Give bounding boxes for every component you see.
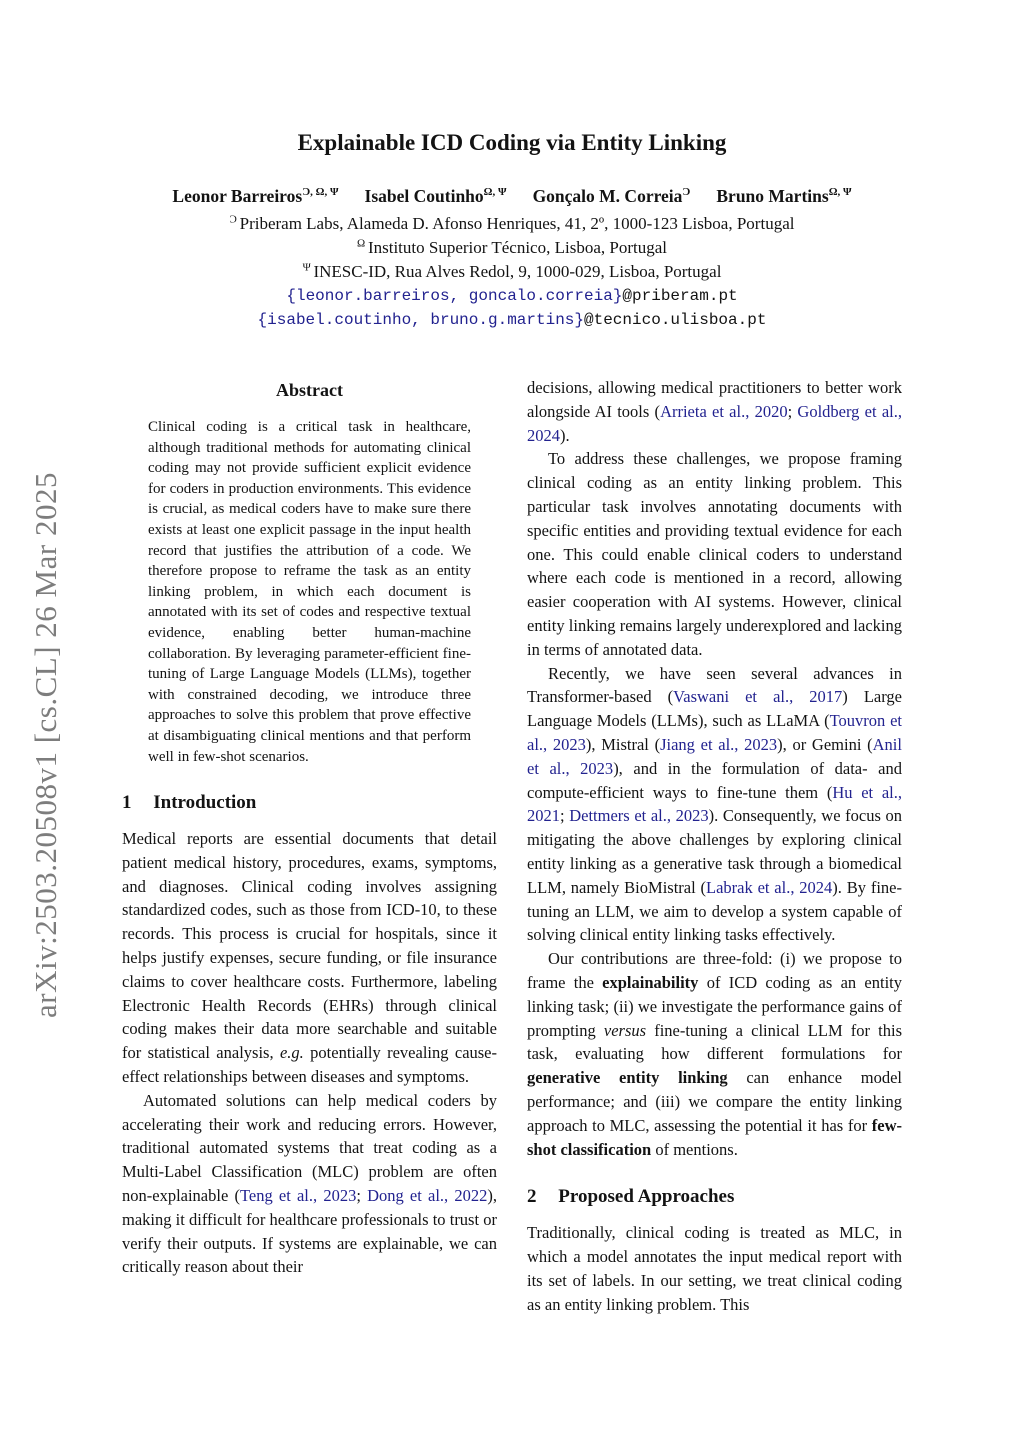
affiliation-line [0, 212, 1024, 236]
text-run: ) Large Language Models (LLMs), such as LLaMA ( [527, 687, 902, 731]
text-run: ), making it difficult for healthcare professionals to trust or verify their outputs. If systems are explainable, we can critically reason about their [122, 1186, 497, 1277]
intro-paragraph-3 [527, 447, 902, 661]
citation-link[interactable]: Teng et al., 2023 [239, 1186, 357, 1206]
right-column [527, 376, 902, 1316]
text-run: Recently, we have seen several advances in Transformer-based ( [527, 663, 902, 707]
text-run: Traditionally, clinical coding is treated as MLC, in which a model annotates the input medical report with its set of labels. In our setting, we treat clinical coding as an entity linking problem. This [527, 1223, 902, 1314]
author-affiliation-marks: Ɔ, Ω, Ψ [302, 186, 339, 199]
author-affiliation-marks: Ω, Ψ [483, 186, 507, 199]
citation-link[interactable]: Vaswani et al., 2017 [673, 687, 843, 707]
affiliation-mark: Ψ [302, 261, 314, 274]
affiliation-line [0, 260, 1024, 284]
section-heading-introduction [122, 792, 497, 814]
text-run: of ICD coding as an entity linking task; (ii) we investigate the performance gains of prompting [527, 972, 902, 1040]
citation-link[interactable]: Arrieta et al., 2020 [660, 401, 788, 421]
section-heading-proposed-approaches [527, 1186, 902, 1208]
bold-text: explainability [602, 972, 699, 992]
section-number: 1 [122, 792, 132, 814]
citation-link[interactable]: Labrak et al., 2024 [706, 877, 833, 897]
section-title: Introduction [153, 792, 257, 814]
author-name: Leonor Barreiros [172, 186, 303, 206]
author-name: Gonçalo M. Correia [532, 186, 683, 206]
citation-link[interactable]: Anil et al., 2023 [527, 734, 902, 778]
bold-text: generative entity linking [527, 1068, 728, 1088]
author [716, 186, 851, 206]
affiliation-text: Instituto Superior Técnico, Lisboa, Portugal [367, 238, 667, 257]
affiliations-block [0, 212, 1024, 284]
email-domain-part: @priberam.pt [622, 287, 738, 305]
citation-link[interactable]: Touvron et al., 2023 [527, 711, 902, 754]
affiliation-text: INESC-ID, Rua Alves Redol, 9, 1000-029, Lisboa, Portugal [313, 262, 722, 281]
text-run: ). By fine-tuning an LLM, we aim to develop a system capable of solving clinical entity linking tasks effectively. [527, 877, 902, 945]
text-run: Medical reports are essential documents that detail patient medical history, procedures, exams, symptoms, and diagnoses. Clinical coding involves assigning standardized codes, such as those from ICD-10, to these records. This process is crucial for hospitals, since it helps justify expenses, secure funding, or file insurance claims to cover healthcare costs. Furthermore, labeling Electronic Health Records (EHRs) through clinical coding makes their data more searchable and suitable for statistical analysis, [122, 829, 497, 1063]
affiliation-line [0, 236, 1024, 260]
text-run: Our contributions are three-fold: (i) we propose to frame the [527, 949, 902, 992]
italic-text: versus [603, 1020, 647, 1040]
text-run: ), and in the formulation of data- and compute-efficient ways to fine-tune them ( [527, 758, 902, 802]
arxiv-watermark: arXiv:2503.20508v1 [cs.CL] 26 Mar 2025 [28, 472, 63, 1018]
citation-link[interactable]: Jiang et al., 2023 [660, 734, 778, 754]
text-run: ; [560, 806, 570, 826]
author-name: Bruno Martins [716, 186, 829, 206]
paper-title: Explainable ICD Coding via Entity Linking [297, 130, 727, 155]
text-run: Automated solutions can help medical coders by accelerating their work and reducing errors. However, traditional automated systems that treat coding as a Multi-Label Classification (MLC) problem are often non-explainable ( [122, 1090, 497, 1206]
text-run: ; [356, 1186, 368, 1206]
bold-text: few-shot classification [527, 1115, 902, 1159]
affiliation-text: Priberam Labs, Alameda D. Afonso Henriques, 41, 2º, 1000-123 Lisboa, Portugal [239, 214, 795, 233]
intro-paragraph-1 [122, 827, 497, 1089]
paper-header [0, 0, 1024, 332]
text-run: decisions, allowing medical practitioners to better work alongside AI tools ( [527, 378, 902, 421]
affiliation-mark: Ɔ [229, 213, 240, 226]
citation-link[interactable]: Hu et al., 2021 [527, 782, 903, 826]
intro-paragraph-4 [527, 662, 902, 948]
author [533, 186, 691, 206]
authors-line [0, 186, 1024, 207]
text-run: can enhance model performance; and (iii) we compare the entity linking approach to MLC, assessing the potential it has for [527, 1068, 903, 1135]
emails-block [0, 284, 1024, 332]
italic-text: e.g. [279, 1043, 304, 1063]
author-affiliation-marks: Ω, Ψ [828, 186, 852, 199]
email-local-part: {isabel.coutinho, bruno.g.martins} [257, 311, 584, 329]
citation-link[interactable]: Goldberg et al., 2024 [527, 401, 902, 445]
text-run: Clinical coding is a critical task in healthcare, although traditional methods for automating clinical coding may not provide sufficient explicit evidence for coders in production environments. This evidence is crucial, as medical coders have to make sure there exists at least one explicit passage in the input health record that justifies the attribution of a code. We therefore propose to reframe the task as an entity linking problem, in which each document is annotated with its set of codes and respective textual evidence, enabling better human-machine collaboration. By leveraging parameter-efficient fine-tuning of Large Language Models (LLMs), together with constrained decoding, we introduce three approaches to solve this problem that prove effective at disambiguating clinical mentions and that perform well in few-shot scenarios. [148, 419, 471, 765]
author-name: Isabel Coutinho [364, 186, 484, 206]
text-run: ). Consequently, we focus on mitigating the above challenges by exploring clinical entity linking as a generative task through a biomedical LLM, namely BioMistral ( [527, 806, 902, 897]
text-run: ). [560, 425, 570, 445]
text-run: of mentions. [651, 1139, 738, 1159]
intro-paragraph-2 [122, 1089, 497, 1279]
email-domain-part: @tecnico.ulisboa.pt [584, 311, 767, 329]
section-title: Proposed Approaches [558, 1186, 735, 1208]
section-number: 2 [527, 1186, 537, 1208]
abstract-text [122, 417, 497, 767]
intro-paragraph-5 [527, 947, 902, 1161]
author-affiliation-marks: Ɔ [682, 186, 691, 199]
text-run: To address these challenges, we propose framing clinical coding as an entity linking problem. This particular task involves annotating documents with specific entities and providing textual evidence for each one. This could enable clinical coders to understand where each code is mentioned in a record, allowing easier cooperation with AI systems. However, clinical entity linking remains largely underexplored and lacking in terms of annotated data. [527, 449, 902, 659]
citation-link[interactable]: Dettmers et al., 2023 [569, 806, 709, 826]
text-run: ), Mistral ( [585, 734, 661, 754]
text-run: ), or Gemini ( [777, 734, 873, 754]
text-run: fine-tuning a clinical LLM for this task, evaluating how different formulations for [527, 1020, 902, 1064]
left-column [122, 376, 497, 1316]
author [172, 186, 338, 206]
text-run: ; [787, 401, 798, 421]
abstract-heading: Abstract [276, 380, 343, 400]
author [365, 186, 507, 206]
affiliation-mark: Ω [357, 237, 368, 250]
citation-link[interactable]: Dong et al., 2022 [367, 1186, 488, 1206]
email-line [0, 308, 1024, 332]
approaches-paragraph-1 [527, 1221, 902, 1316]
two-column-body [0, 376, 1024, 1316]
email-local-part: {leonor.barreiros, goncalo.correia} [286, 287, 623, 305]
email-line [0, 284, 1024, 308]
text-run: potentially revealing cause-effect relationships between diseases and symptoms. [122, 1043, 498, 1087]
intro-paragraph-2-continued [527, 376, 902, 447]
